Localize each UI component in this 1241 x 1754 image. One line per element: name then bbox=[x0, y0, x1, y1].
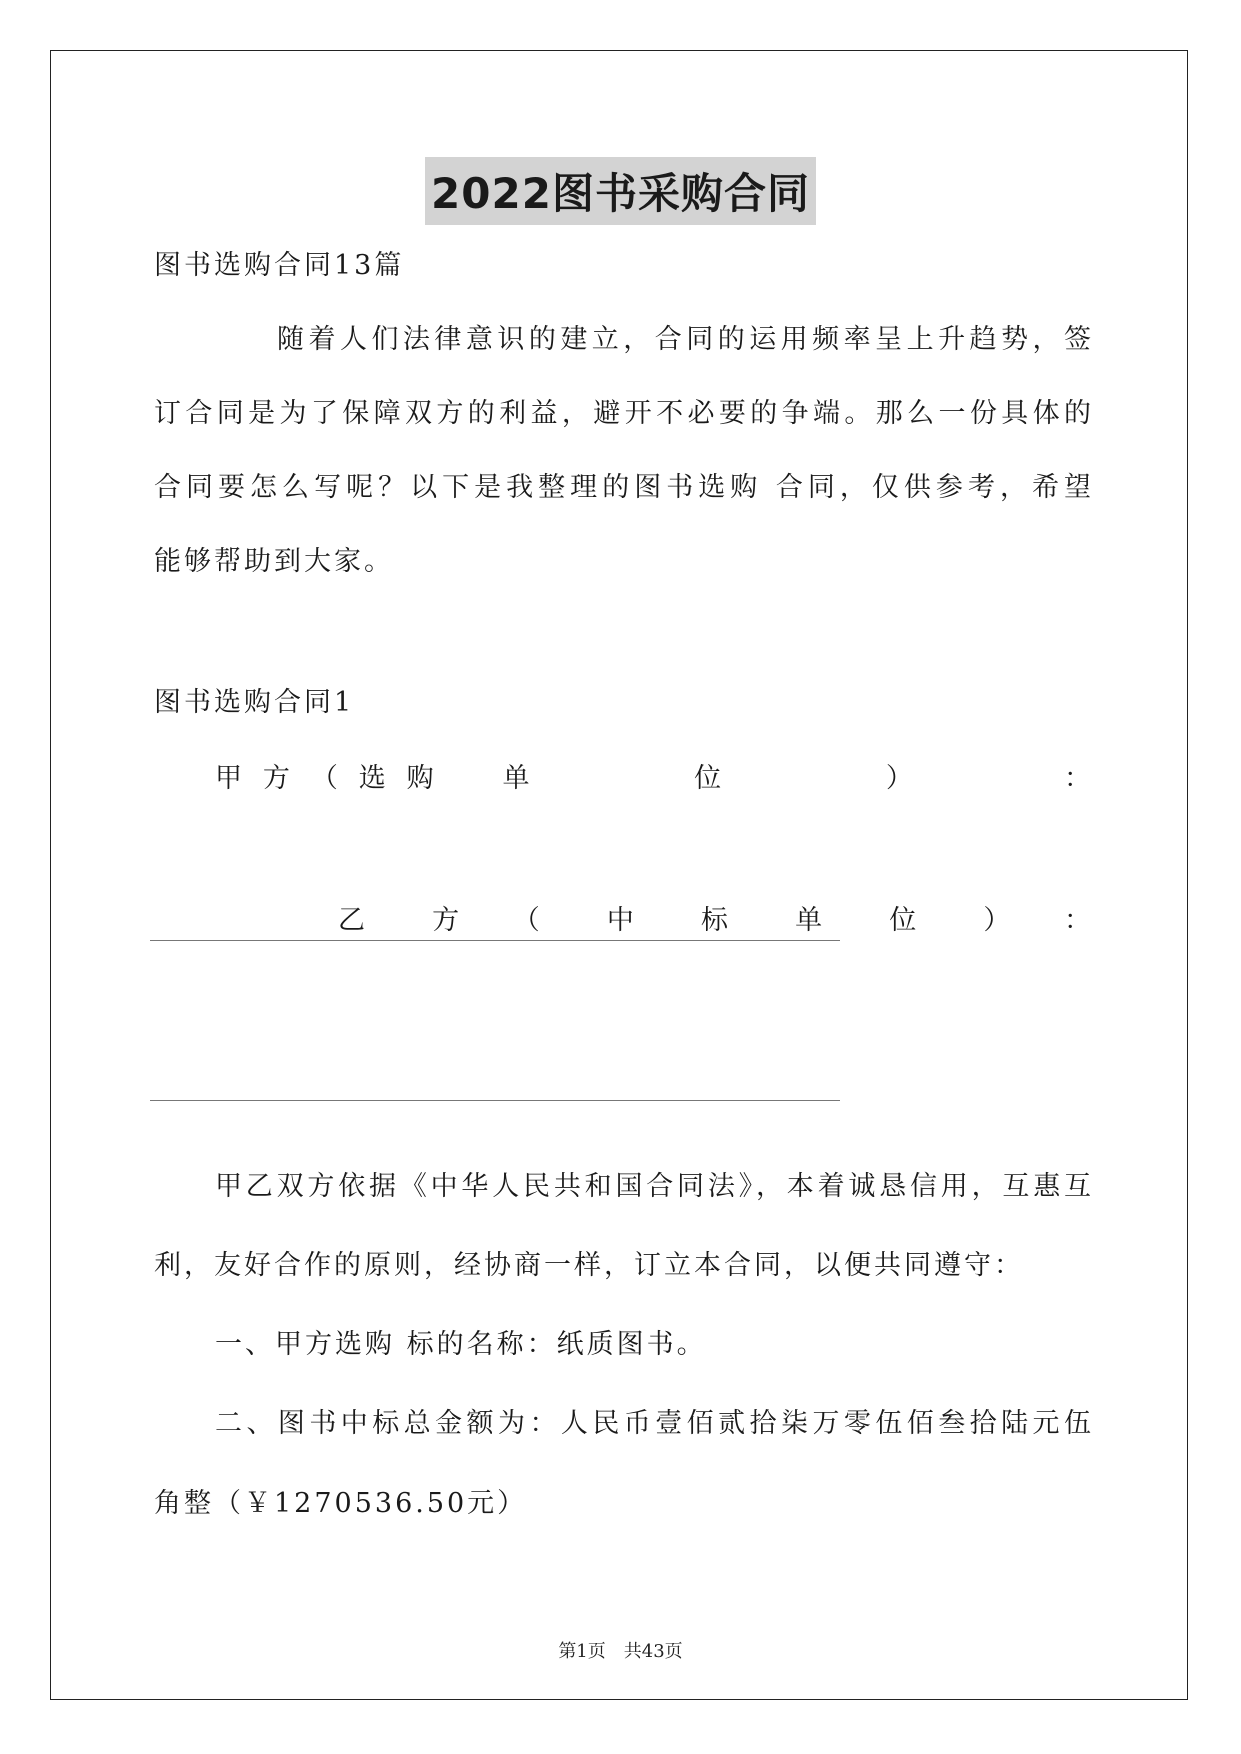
intro-line-2: 订合同是为了保障双方的利益，避开不必要的争端。那么一份具体的 bbox=[154, 398, 1094, 429]
intro-line-1: 随着人们法律意识的建立，合同的运用频率呈上升趋势，签 bbox=[277, 324, 1094, 355]
intro-line-4: 能够帮助到大家。 bbox=[154, 546, 394, 577]
agreement-line-1: 甲乙双方依据《中华人民共和国合同法》，本着诚恳信用，互惠互 bbox=[215, 1171, 1094, 1202]
section-heading: 图书选购合同1 bbox=[154, 687, 355, 718]
agreement-line-2: 利，友好合作的原则，经协商一样，订立本合同，以便共同遵守： bbox=[154, 1250, 1024, 1281]
party-b-label: 乙 方 （ 中 标 单 位 ） ： bbox=[338, 905, 1094, 936]
clause-2-line-2: 角整（￥1270536.50元） bbox=[154, 1488, 528, 1519]
party-a-blank-line bbox=[150, 940, 840, 941]
clause-1: 一、甲方选购 标的名称：纸质图书。 bbox=[215, 1329, 707, 1360]
page-border bbox=[50, 50, 1188, 1700]
party-b-blank-line bbox=[150, 1100, 840, 1101]
clause-2-line-1: 二、图书中标总金额为：人民币壹佰贰拾柒万零伍佰叁拾陆元伍 bbox=[215, 1408, 1094, 1439]
page-footer: 第1页 共43页 bbox=[558, 1641, 683, 1662]
party-a-label: 甲方（选购 单 位 ） ： bbox=[215, 763, 1094, 794]
document-title: 2022图书采购合同 bbox=[425, 157, 816, 225]
title-container bbox=[0, 157, 1241, 225]
intro-line-3: 合同要怎么写呢？以下是我整理的图书选购 合同，仅供参考，希望 bbox=[154, 472, 1094, 503]
document-subtitle: 图书选购合同13篇 bbox=[154, 250, 405, 281]
